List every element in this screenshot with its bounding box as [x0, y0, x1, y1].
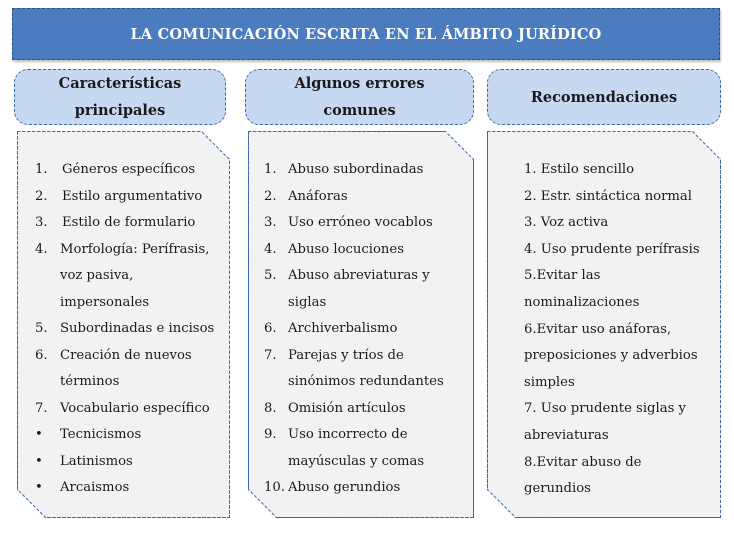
list-item: • Latinismos [35, 453, 133, 469]
list-item: 3. Uso erróneo vocablos [264, 215, 433, 230]
header-caracteristicas-line2: principales [74, 102, 166, 119]
list-item: 6. Archiverbalismo [264, 321, 398, 336]
list-item: 4. Uso prudente perífrasis [524, 241, 700, 257]
header-recomendaciones-line1: Recomendaciones [530, 88, 678, 106]
list-item: 7. Parejas y tríos de sinónimos redundantes [264, 347, 444, 389]
list-caracteristicas [35, 157, 225, 502]
list-item: 8.Evitar abuso de gerundios [524, 454, 642, 497]
list-item: 10. Abuso gerundios [264, 480, 401, 495]
list-item: 4. Morfología: Perífrasis, voz pasiva, impersonales [35, 241, 210, 310]
list-item: 1. Abuso subordinadas [264, 162, 424, 177]
list-item: 6. Creación de nuevos términos [35, 347, 192, 389]
list-item: 3. Estilo de formulario [35, 215, 196, 230]
list-item: 1. Estilo sencillo [524, 162, 635, 177]
list-item: • Arcaismos [35, 480, 130, 495]
list-item: • Tecnicismos [35, 427, 142, 442]
list-item: 4. Abuso locuciones [264, 241, 405, 257]
list-item: 5. Subordinadas e incisos [35, 321, 215, 336]
header-caracteristicas [14, 69, 226, 125]
list-item: 7. Uso prudente siglas y abreviaturas [524, 401, 686, 443]
header-caracteristicas-line1: Características [58, 75, 182, 92]
list-item: 2. Estr. sintáctica normal [524, 188, 693, 204]
list-item: 3. Voz activa [524, 215, 609, 231]
header-recomendaciones [487, 69, 721, 125]
list-item: 2. Anáforas [264, 188, 348, 204]
list-item: 9. Uso incorrecto de mayúsculas y comas [264, 427, 425, 469]
header-errores-line1: Algunos errores [294, 75, 425, 92]
list-item: 2. Estilo argumentativo [35, 188, 203, 204]
header-errores-line2: comunes [323, 102, 396, 119]
list-item: 1. Géneros específicos [35, 162, 196, 177]
list-item: 5. Abuso abreviaturas y siglas [264, 268, 430, 310]
header-errores [245, 69, 474, 125]
list-errores [264, 157, 459, 502]
list-recomendaciones [524, 157, 712, 503]
list-item: 8. Omisión artículos [264, 400, 406, 416]
list-item: 7. Vocabulario específico [35, 400, 210, 416]
list-item: 5.Evitar las nominalizaciones [524, 268, 640, 310]
diagram-title: LA COMUNICACIÓN ESCRITA EN EL ÁMBITO JURÍDICO [12, 8, 720, 60]
list-item: 6.Evitar uso anáforas, preposiciones y adverbios simples [524, 321, 698, 390]
